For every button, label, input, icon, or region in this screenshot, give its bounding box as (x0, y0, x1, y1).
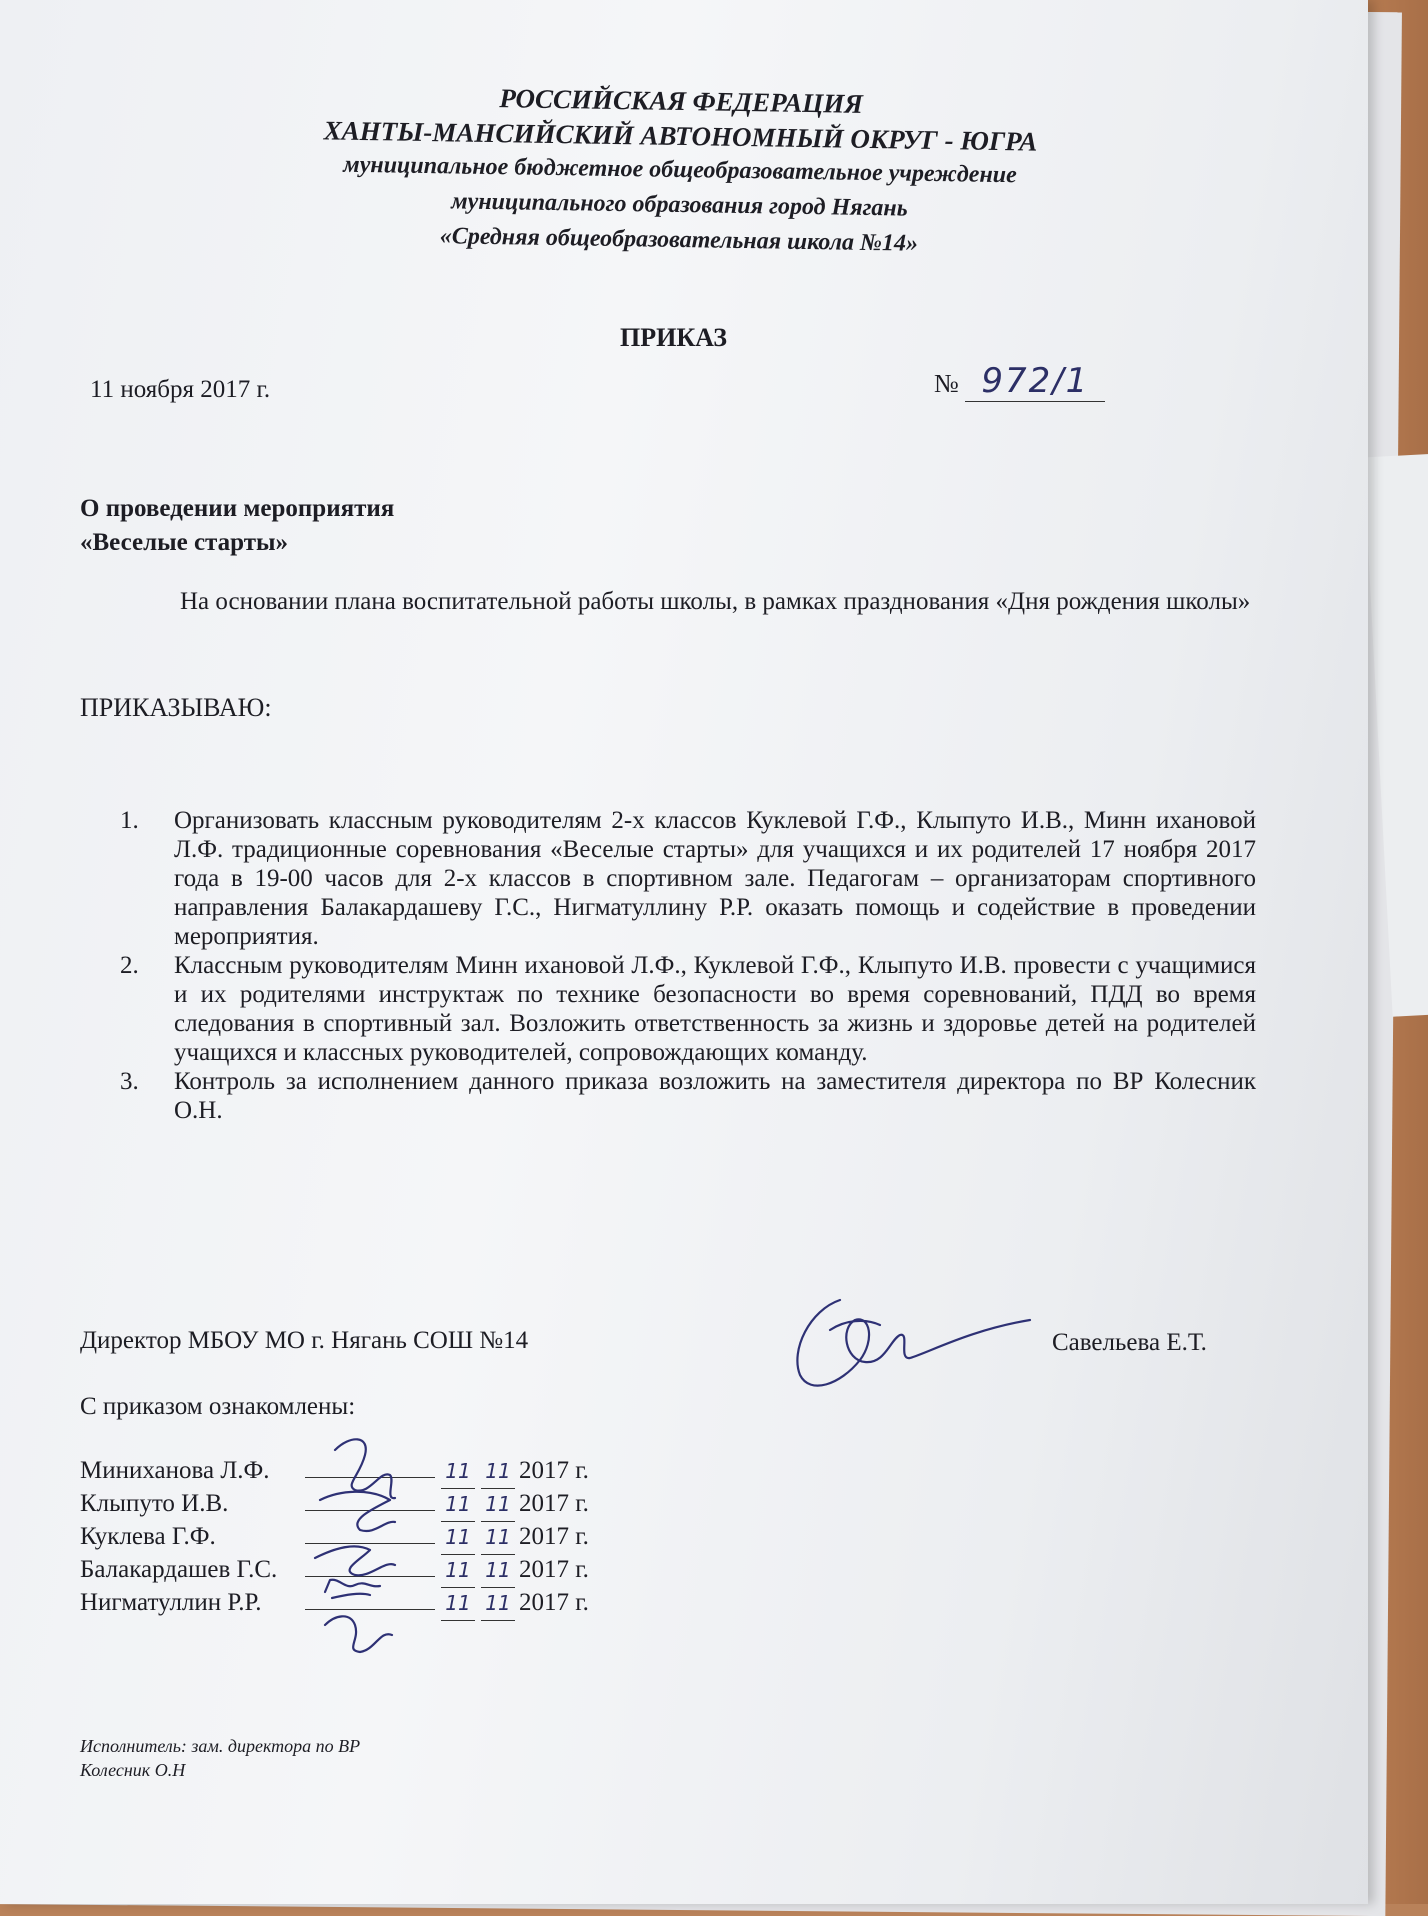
sign-day: 11 (441, 1455, 475, 1489)
order-items (80, 806, 1256, 1125)
executor-note (80, 1734, 360, 1782)
person-name: Куклева Г.Ф. (80, 1523, 216, 1550)
basis-text: На основании плана воспитательной работы школы, в рамках празднования «Дня рождения школы» (180, 588, 1251, 615)
municipality-line: муниципального образования город Нягань (451, 188, 908, 222)
sign-day: 11 (441, 1554, 475, 1588)
item-text: Контроль за исполнением данного приказа возложить на заместителя директора по ВР Колесник О.Н. (174, 1068, 1256, 1124)
sign-month: 11 (481, 1587, 515, 1621)
region-line: ХАНТЫ-МАНСИЙСКИЙ АВТОНОМНЫЙ ОКРУГ - ЮГРА (323, 115, 1038, 157)
sign-year: 2017 г. (519, 1490, 589, 1517)
institution-type-line: муниципальное бюджетное общеобразовательное учреждение (343, 151, 1017, 189)
item-number: 1. (120, 807, 139, 834)
subject-line-2: «Веселые старты» (80, 529, 289, 556)
order-item (80, 951, 1256, 1067)
sign-day: 11 (441, 1587, 475, 1621)
sign-month: 11 (481, 1521, 515, 1555)
director-name: Савельева Е.Т. (1052, 1329, 1207, 1356)
item-number: 2. (120, 952, 139, 979)
order-subject (80, 492, 394, 560)
order-number (934, 361, 1105, 402)
sign-day: 11 (441, 1488, 475, 1522)
country-line: РОССИЙСКАЯ ФЕДЕРАЦИЯ (499, 83, 864, 119)
sign-month: 11 (481, 1488, 515, 1522)
person-name: Нигматуллин Р.Р. (80, 1589, 262, 1616)
order-item (80, 806, 1256, 951)
item-text: Классным руководителям Минн ихановой Л.Ф., Куклевой Г.Ф., Клыпуто И.В. провести с учащимися и их родителями инструктаж по технике безопасности во время соревнований, ПДД во время следования в спортивный зал. Возложить ответственность за жизнь и здоровье детей на родителей учащихся и классных руководителей, сопровождающих команду. (174, 952, 1256, 1066)
item-text: Организовать классным руководителям 2-х классов Куклевой Г.Ф., Клыпуто И.В., Минн ихановой Л.Ф. традиционные соревнования «Веселые старты» для учащихся и их родителей 17 ноября 2017 года в 19-00 часов для 2-х классов в спортивном зале. Педагогам – организаторам спортивного направления Балакардашеву Г.С., Нигматуллину Р.Р. оказать помощь и содействие в проведении мероприятия. (174, 807, 1256, 950)
document-date: 11 ноября 2017 г. (90, 376, 271, 403)
sign-year: 2017 г. (519, 1523, 589, 1550)
person-name: Миниханова Л.Ф. (80, 1457, 270, 1484)
director-position: Директор МБОУ МО г. Нягань СОШ №14 (80, 1327, 529, 1354)
sign-month: 11 (481, 1455, 515, 1489)
document-title: ПРИКАЗ (620, 323, 728, 352)
handwritten-order-number: 972/1 (965, 361, 1105, 402)
subject-line-1: О проведении мероприятия (80, 495, 395, 522)
person-name: Клыпуто И.В. (80, 1490, 229, 1517)
letterhead (199, 76, 1162, 265)
acknowledgement-signatures (300, 1430, 480, 1660)
number-sign: № (934, 369, 959, 398)
sign-day: 11 (441, 1521, 475, 1555)
sign-year: 2017 г. (519, 1556, 589, 1583)
order-word: ПРИКАЗЫВАЮ: (80, 693, 272, 722)
sign-year: 2017 г. (519, 1457, 589, 1484)
executor-name: Колесник О.Н (80, 1760, 186, 1780)
person-name: Балакардашев Г.С. (80, 1556, 278, 1583)
sign-month: 11 (481, 1554, 515, 1588)
order-item (80, 1067, 1256, 1125)
acknowledgement-title: С приказом ознакомлены: (80, 1393, 356, 1420)
item-number: 3. (120, 1068, 139, 1095)
executor-role: Исполнитель: зам. директора по ВР (80, 1736, 361, 1756)
sign-year: 2017 г. (519, 1589, 589, 1616)
school-name-line: «Средняя общеобразовательная школа №14» (439, 223, 919, 257)
director-signature (770, 1290, 1040, 1400)
basis-paragraph (80, 586, 1254, 618)
